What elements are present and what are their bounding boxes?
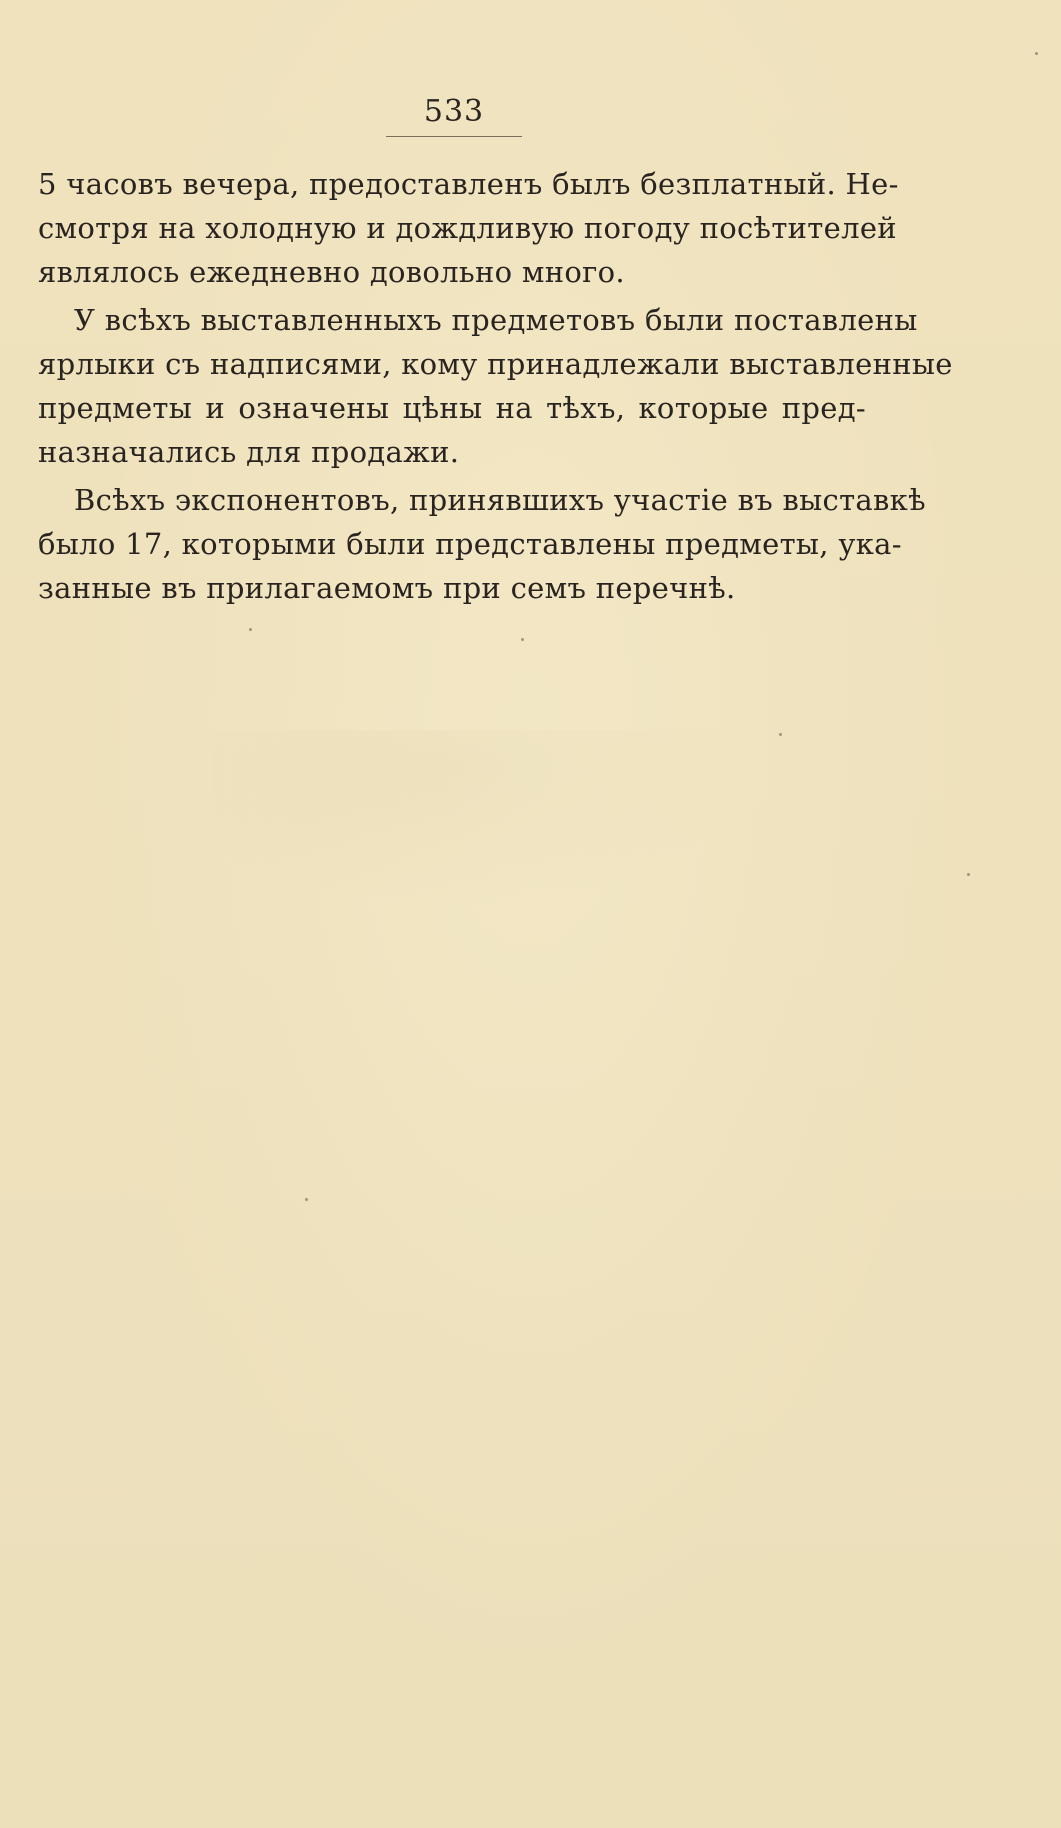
text-line: ярлыки съ надписями, кому принадлежали выставленные [38,347,953,381]
paper-speck [779,733,782,736]
text-line: было 17, которыми были представлены предметы, ука- [38,527,902,561]
text-line: предметы и означены цѣны на тѣхъ, которые пред- [38,391,866,425]
text-line: У всѣхъ выставленныхъ предметовъ были поставлены [74,303,918,337]
show-through-bleed [210,730,810,930]
text-line: являлось ежедневно довольно много. [38,255,625,289]
paper-speck [305,1198,308,1201]
paper-speck [1035,52,1038,55]
text-line: назначались для продажи. [38,435,460,469]
page-number: 533 [423,94,485,129]
paragraph-2 [38,298,953,474]
page-number-rule [386,136,522,137]
text-line: занные въ прилагаемомъ при семъ перечнѣ. [38,571,736,605]
body-text [38,162,953,610]
text-line: Всѣхъ экспонентовъ, принявшихъ участіе въ выставкѣ [74,483,926,517]
text-line: 5 часовъ вечера, предоставленъ былъ безплатный. Не- [38,167,899,201]
paragraph-1 [38,162,899,294]
paragraph-3 [38,478,926,610]
text-line: смотря на холодную и дождливую погоду посѣтителей [38,211,897,245]
paper-speck [249,628,252,631]
paper-speck [967,873,970,876]
paper-speck [521,638,524,641]
